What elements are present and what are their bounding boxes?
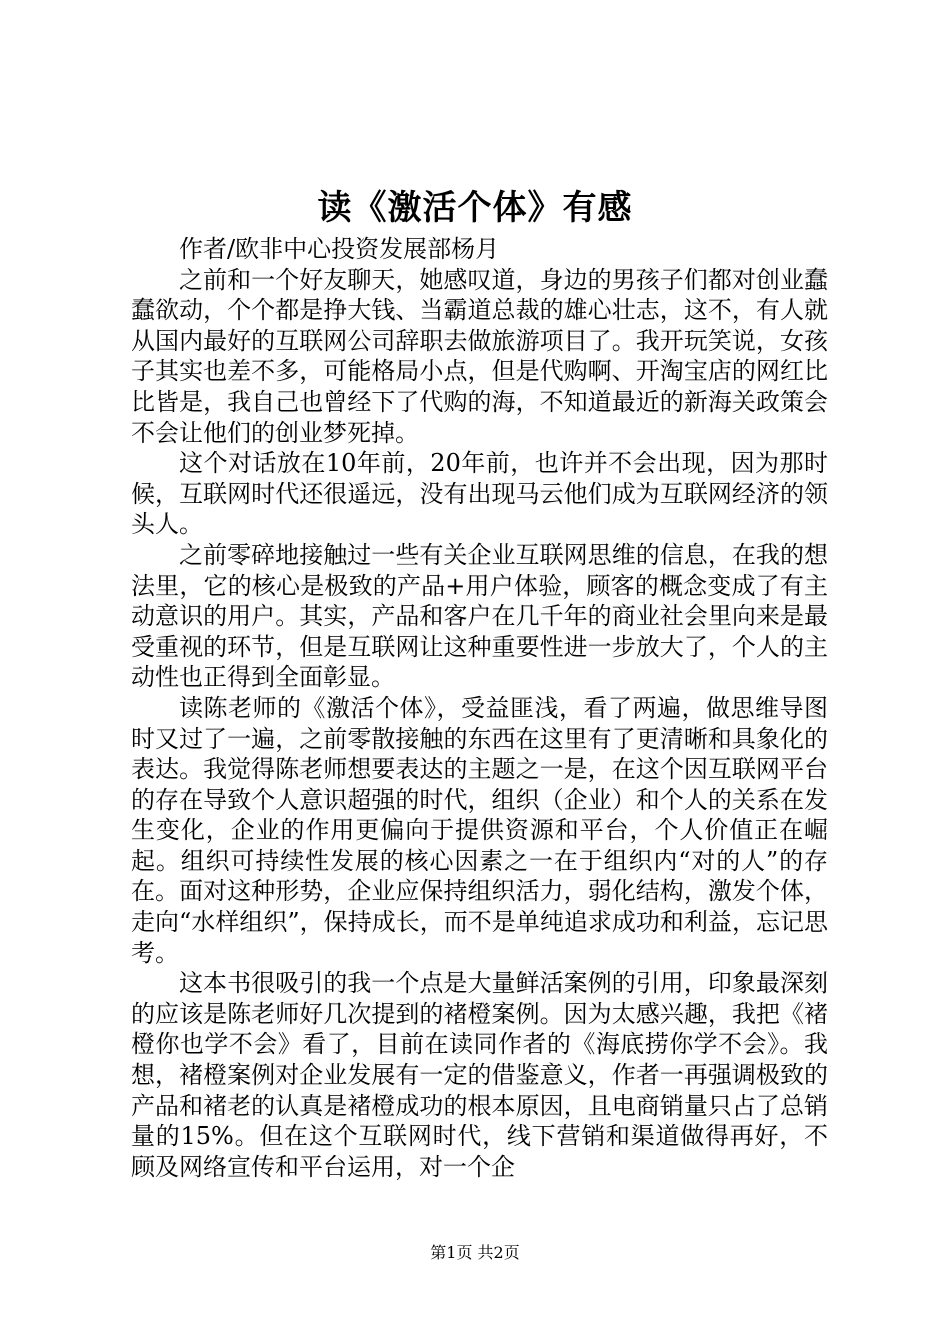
- paragraph: 之前和一个好友聊天，她感叹道，身边的男孩子们都对创业蠢蠢欲动，个个都是挣大钱、当霸道总裁的雄心壮志，这不，有人就从国内最好的互联网公司辞职去做旅游项目了。我开玩笑说，女孩子其实也差不多，可能格局小点，但是代购啊、开淘宝店的网红比比皆是，我自己也曾经下了代购的海，不知道最近的新海关政策会不会让他们的创业梦死掉。: [131, 265, 828, 447]
- paragraph: 这本书很吸引的我一个点是大量鲜活案例的引用，印象最深刻的应该是陈老师好几次提到的褚橙案例。因为太感兴趣，我把《褚橙你也学不会》看了，目前在读同作者的《海底捞你学不会》。我想，褚橙案例对企业发展有一定的借鉴意义，作者一再强调极致的产品和褚老的认真是褚橙成功的根本原因，且电商销量只占了总销量的15%。但在这个互联网时代，线下营销和渠道做得再好，不顾及网络宣传和平台运用，对一个企: [131, 969, 828, 1181]
- document-body: [131, 234, 828, 1182]
- page-footer: 第1页 共2页: [430, 1243, 520, 1262]
- paragraph: 这个对话放在10年前，20年前，也许并不会出现，因为那时候，互联网时代还很遥远，没有出现马云他们成为互联网经济的领头人。: [131, 449, 828, 539]
- document-title: 读《激活个体》有感: [317, 188, 633, 228]
- paragraph: 读陈老师的《激活个体》，受益匪浅，看了两遍，做思维导图时又过了一遍，之前零散接触的东西在这里有了更清晰和具象化的表达。我觉得陈老师想要表达的主题之一是，在这个因互联网平台的存在导致个人意识超强的时代，组织（企业）和个人的关系在发生变化，企业的作用更偏向于提供资源和平台，个人价值正在崛起。组织可持续性发展的核心因素之一在于组织内“对的人”的存在。面对这种形势，企业应保持组织活力，弱化结构，激发个体，走向“水样组织”，保持成长，而不是单纯追求成功和利益，忘记思考。: [131, 693, 828, 967]
- author-line: 作者/欧非中心投资发展部杨月: [179, 235, 500, 263]
- paragraph: 之前零碎地接触过一些有关企业互联网思维的信息，在我的想法里，它的核心是极致的产品+用户体验，顾客的概念变成了有主动意识的用户。其实，产品和客户在几千年的商业社会里向来是最受重视的环节，但是互联网让这种重要性进一步放大了，个人的主动性也正得到全面彰显。: [131, 540, 828, 692]
